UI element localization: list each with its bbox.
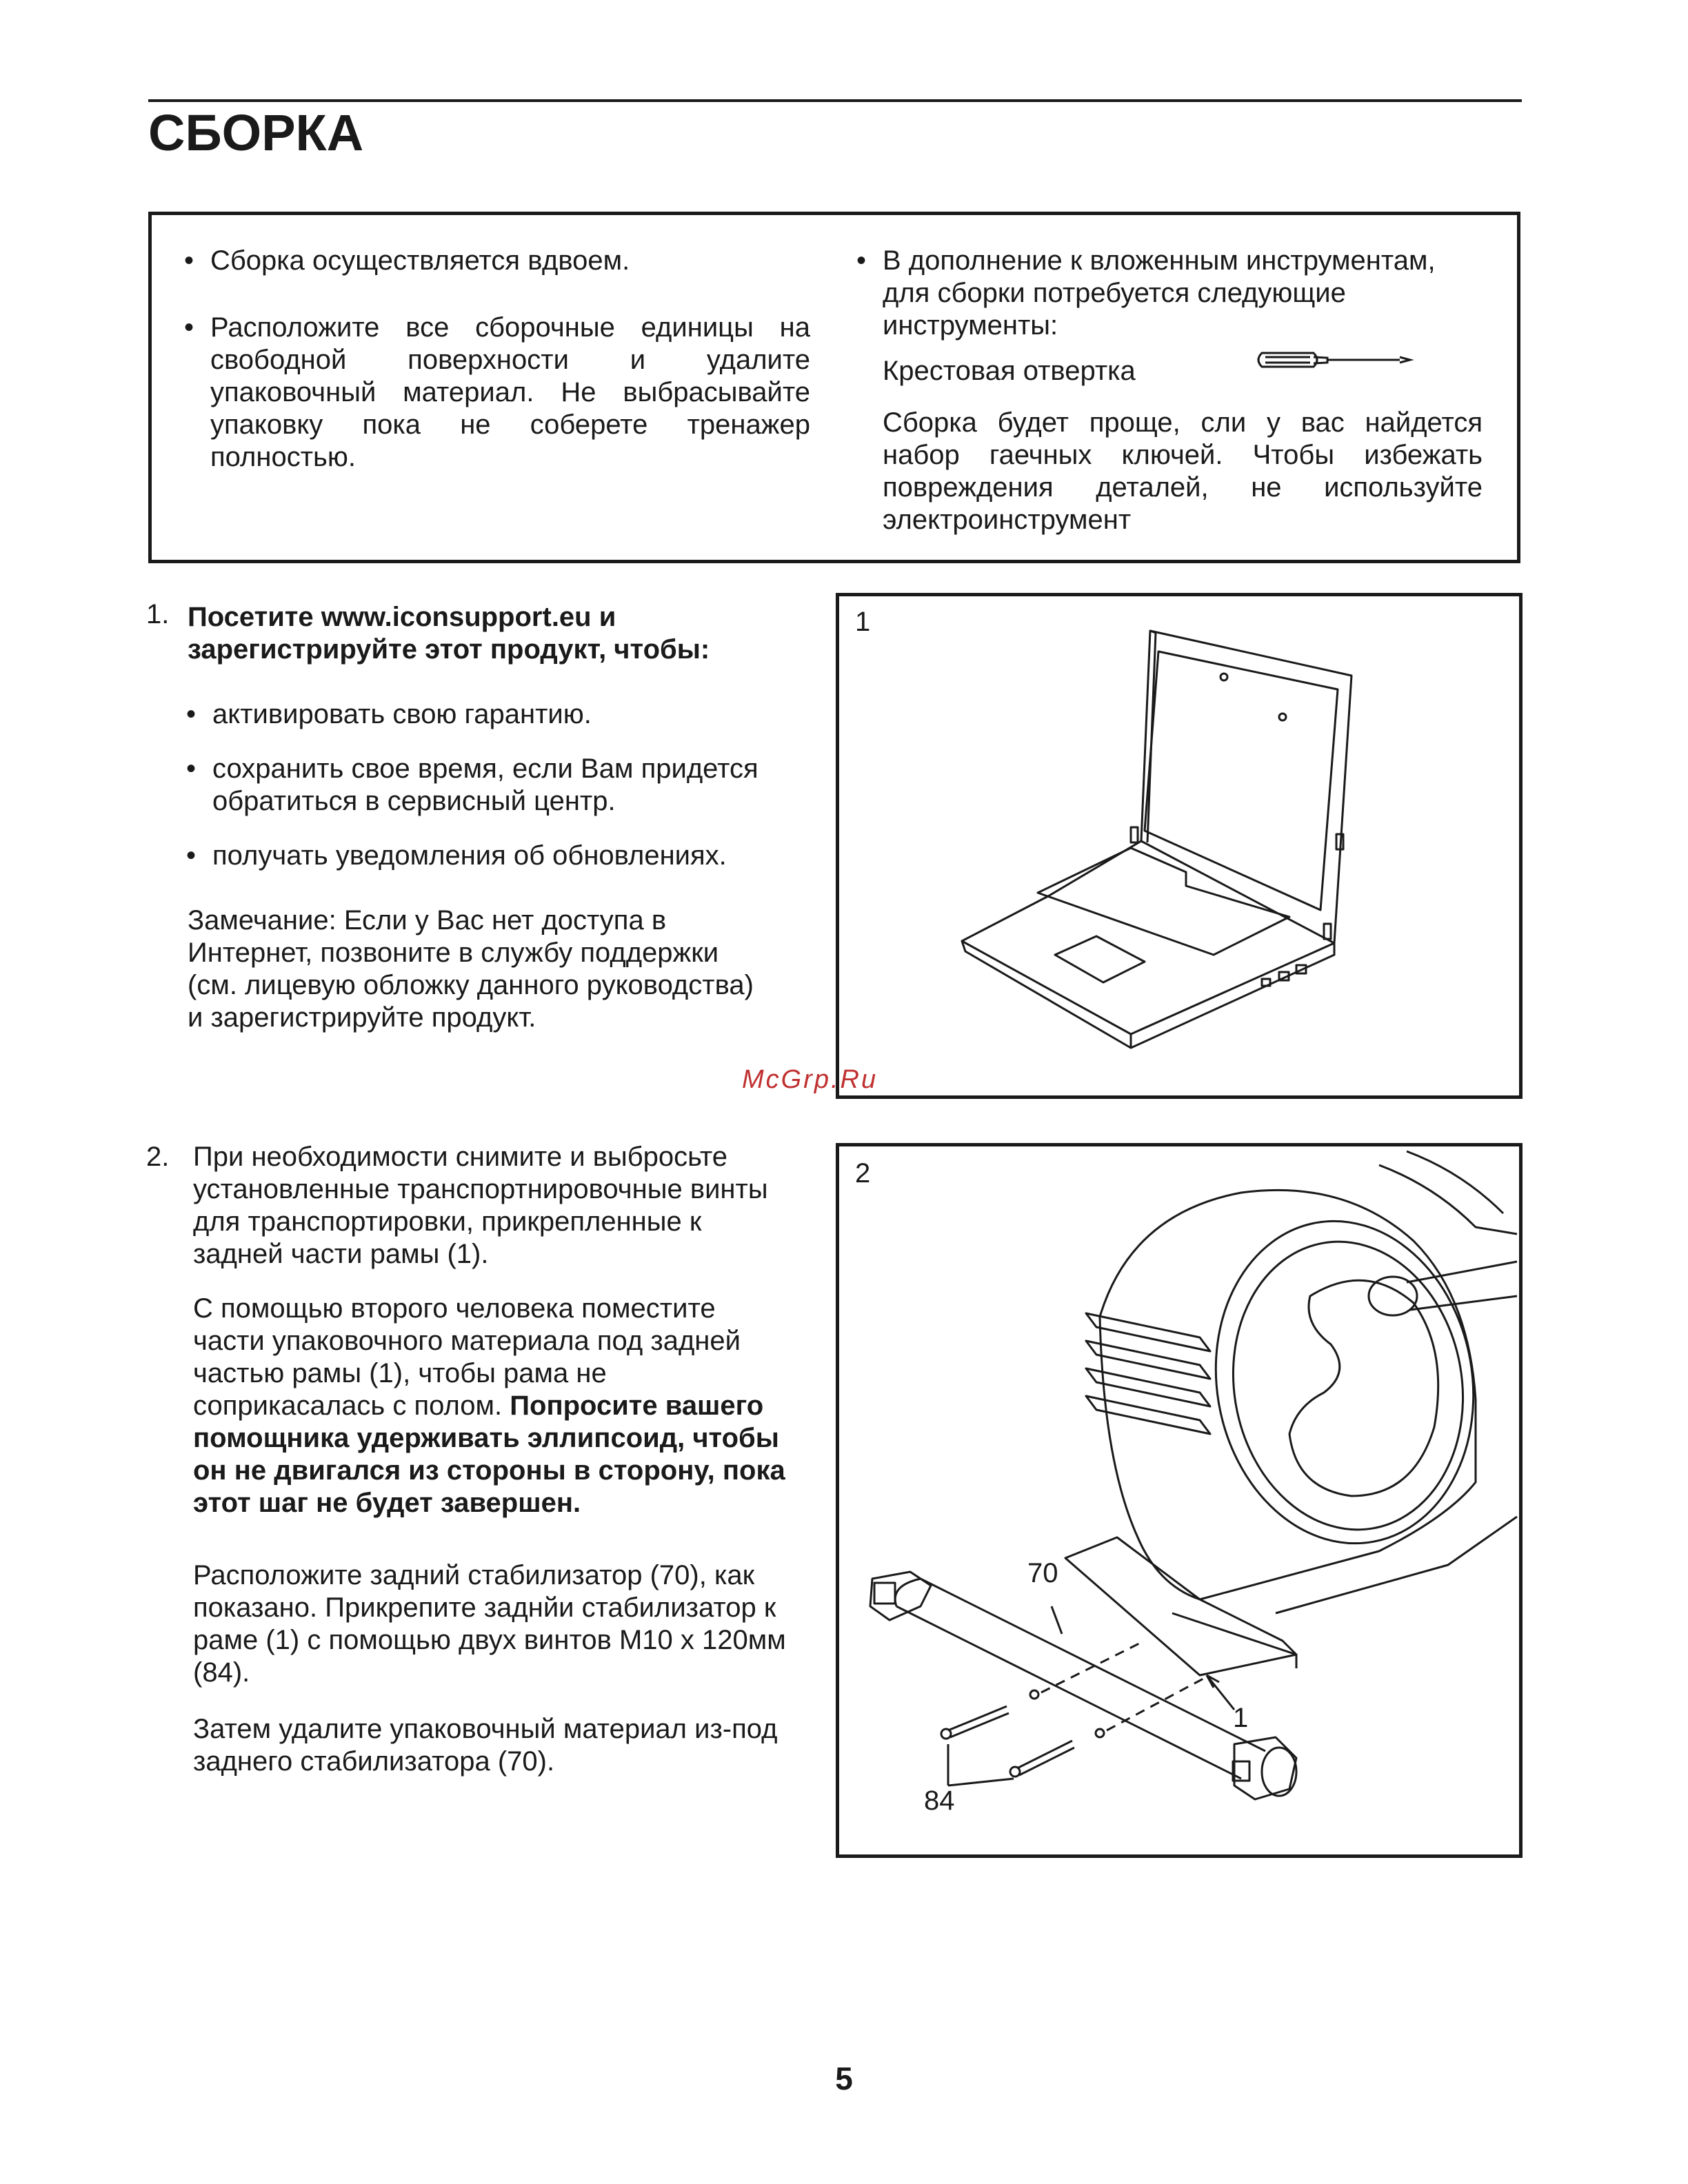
figure-1-frame <box>836 593 1523 1099</box>
tool-label: Крестовая отвертка <box>883 356 1136 386</box>
step2-paragraph-1: При необходимости снимите и выбросьте установленные транспортнировочные винты для транспортировки, прикрепленные к задней части рамы (1). <box>193 1142 768 1269</box>
step1-bullet-2: • сохранить свое время, если Вам придется обратиться в сервисный центр. <box>212 753 805 818</box>
step2-paragraph-2 <box>193 1293 786 1519</box>
step2-paragraph-2-bold: Попросите вашего помощника удерживать эллипсоид, чтобы он не двигался из стороны в сторону, пока этот шаг не будет завершен. <box>193 1391 785 1518</box>
callout-bolts: 84 <box>924 1786 955 1816</box>
page-number: 5 <box>835 2061 853 2096</box>
header-rule <box>148 99 1522 102</box>
intro-bullet-tools: • В дополнение к вложенным инструментам, для сборки потребуется следующие инструменты: <box>883 245 1476 342</box>
figure-1-number: 1 <box>855 607 871 637</box>
callout-frame: 1 <box>1233 1703 1249 1733</box>
step2-paragraph-2-plain: С помощью второго человека поместите части упаковочного материала под задней частью рамы (1), чтобы рама не соприкасалась с полом. <box>193 1293 741 1421</box>
step1-heading: Посетите www.iconsupport.eu и зарегистрируйте этот продукт, чтобы: <box>188 602 710 665</box>
page-title: СБОРКА <box>148 104 364 161</box>
figure-2-frame <box>836 1143 1523 1858</box>
step1-number: 1. <box>146 599 170 629</box>
step1-bullet-3: • получать уведомления об обновлениях. <box>212 840 805 872</box>
step1-bullet-1: • активировать свою гарантию. <box>212 698 805 731</box>
intro-bullet-2: • Расположите все сборочные единицы на свободной поверхности и удалите упаковочный материал. Не выбрасывайте упаковку пока не соберете тренажер полностью. <box>210 312 810 474</box>
intro-bullet-1: • Сборка осуществляется вдвоем. <box>210 245 817 277</box>
step2-number: 2. <box>146 1142 170 1172</box>
step1-note: Замечание: Если у Вас нет доступа в Интернет, позвоните в службу поддержки (см. лицевую обложку данного руководства) и зарегистрируйте продукт. <box>188 905 754 1033</box>
watermark: McGrp.Ru <box>742 1065 878 1094</box>
tools-note: Сборка будет проще, сли у вас найдется набор гаечных ключей. Чтобы избежать повреждения деталей, не используйте электроинструмент <box>883 407 1483 535</box>
step2-paragraph-3: Расположите задний стабилизатор (70), как показано. Прикрепите заднйи стабилизатор к раме (1) с помощью двух винтов M10 x 120мм (84). <box>193 1560 786 1688</box>
callout-stabilizer: 70 <box>1027 1558 1058 1588</box>
step2-paragraph-4: Затем удалите упаковочный материал из-под заднего стабилизатора (70). <box>193 1714 778 1777</box>
figure-2-number: 2 <box>855 1158 871 1189</box>
